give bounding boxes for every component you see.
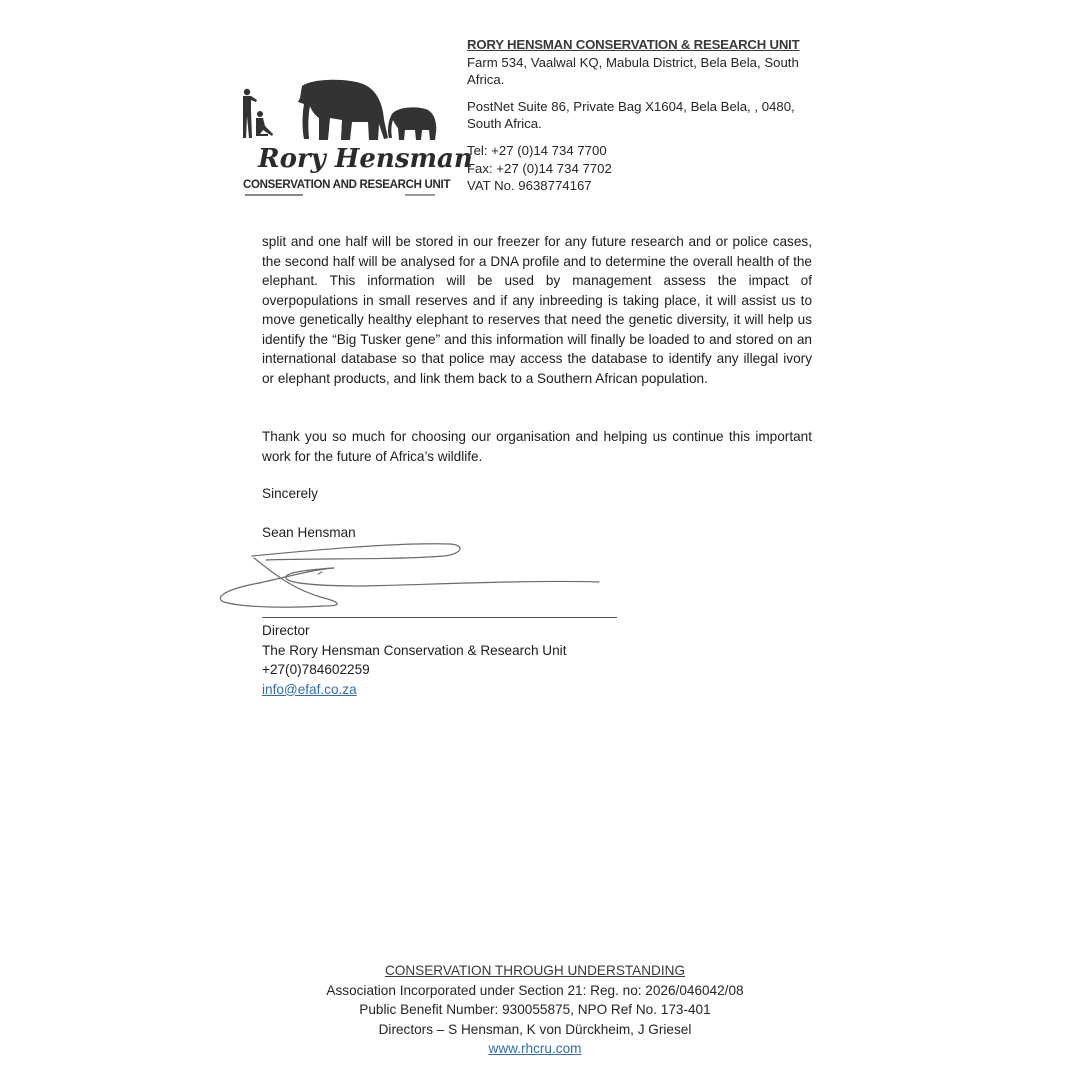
signer-organisation: The Rory Hensman Conservation & Research Unit	[262, 642, 567, 658]
signer-title: Director	[262, 623, 310, 638]
signer-phone: +27(0)784602259	[262, 662, 370, 678]
organisation-logo	[238, 76, 473, 202]
physical-address-line-2: Africa.	[467, 72, 505, 88]
footer-website-link[interactable]: www.rhcru.com	[488, 1041, 582, 1057]
logo-subtitle: CONSERVATION AND RESEARCH UNIT	[243, 179, 451, 191]
telephone-number: Tel: +27 (0)14 734 7700	[467, 142, 607, 158]
footer-directors: Directors – S Hensman, K von Dürckheim, J Griesel	[378, 1021, 692, 1037]
signer-email-link[interactable]: info@efaf.co.za	[262, 681, 357, 697]
closing-salutation: Sincerely	[262, 486, 318, 501]
letterhead-org-name: RORY HENSMAN CONSERVATION & RESEARCH UNIT	[467, 37, 800, 52]
signer-name: Sean Hensman	[262, 525, 356, 540]
body-paragraph-1: split and one half will be stored in our freezer for any future research and or police cases, the second half will be analysed for a DNA profile and to determine the overall health of the elephant. This information will be used by management assess the impact of overpopulations in small reserves and if any inbreeding is taking place, it will assist us to move genetically healthy elephant to reserves that need the genetic diversity, it will help us identify the “Big Tusker gene” and this information will finally be loaded to and stored on an international database so that police may access the database to identify any illegal ivory or elephant products, and link them back to a Southern African population.	[262, 234, 812, 386]
postal-address-line-1: PostNet Suite 86, Private Bag X1604, Bela Bela, , 0480,	[467, 98, 795, 114]
body-paragraph-2: Thank you so much for choosing our organisation and helping us continue this important work for the future of Africa’s wildlife.	[262, 429, 812, 464]
letterhead-address	[467, 36, 812, 195]
footer-motto: CONSERVATION THROUGH UNDERSTANDING	[384, 963, 686, 978]
elephants-silhouette-icon	[238, 76, 438, 148]
logo-fine-print-mark	[245, 193, 435, 197]
handwritten-signature	[214, 538, 614, 612]
footer-registration: Association Incorporated under Section 21: Reg. no: 2026/046042/08	[326, 982, 744, 998]
postal-address-line-2: South Africa.	[467, 116, 542, 132]
vat-number: VAT No. 9638774167	[467, 178, 592, 194]
letter-footer	[290, 961, 780, 1059]
signature-line	[262, 617, 617, 618]
physical-address-line-1: Farm 534, Vaalwal KQ, Mabula District, Bela Bela, South	[467, 54, 799, 70]
letter-body	[262, 232, 812, 464]
signature-block	[262, 621, 566, 699]
fax-number: Fax: +27 (0)14 734 7702	[467, 160, 612, 176]
logo-wordmark: Rory Hensman	[258, 144, 473, 174]
footer-public-benefit-number: Public Benefit Number: 930055875, NPO Ref No. 173-401	[359, 1002, 711, 1018]
